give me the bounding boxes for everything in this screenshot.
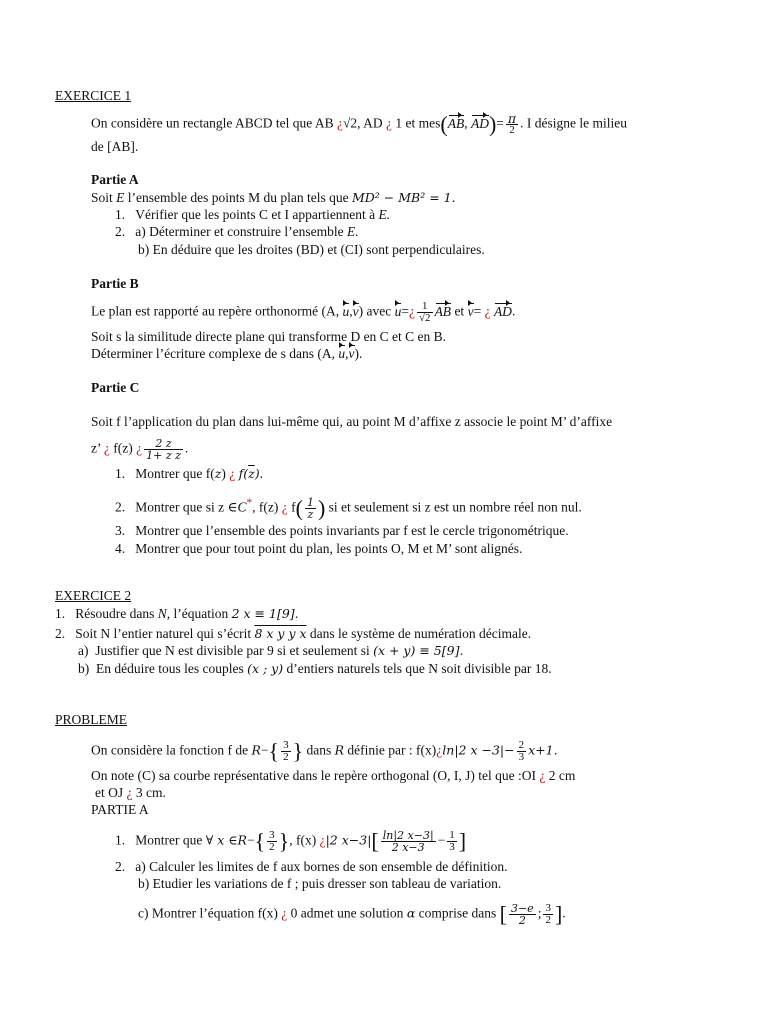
vector-u: u <box>394 303 402 319</box>
partie-a-label: PARTIE A <box>91 802 149 817</box>
numerator: 3 <box>283 739 289 751</box>
equation: (x + y) ≡ 5[9]. <box>373 643 464 658</box>
partie-a-intro <box>91 190 456 206</box>
abs-expression: |2 x−3| <box>325 832 372 848</box>
bracket: [ <box>499 901 507 927</box>
text: Déterminer l’écriture complexe de s dans (A, <box>91 346 336 361</box>
inverted-question-mark: ¿ <box>336 115 343 131</box>
vector-ab: AB <box>447 115 465 131</box>
set-e: E. <box>347 224 359 239</box>
text: si et seulement si z est un nombre réel non nul. <box>328 499 582 515</box>
text: Montrer que l’ensemble des points invariants par f est le cercle trigonométrique. <box>135 523 569 538</box>
vector-v: v <box>348 346 355 361</box>
denominator: 2 <box>518 914 526 927</box>
text: Justifier que N est divisible par 9 si et seulement si <box>95 643 370 658</box>
numerator: 2 <box>518 739 525 751</box>
vector-v: v <box>467 303 474 319</box>
numerator: 1 <box>306 495 314 509</box>
text: Montrer que <box>135 832 203 848</box>
text: dans le système de numération décimale. <box>309 626 532 641</box>
numerator: 3−e <box>510 902 534 915</box>
text: . I désigne le milieu <box>520 115 627 131</box>
equation: MD² − MB² = 1. <box>351 190 456 205</box>
text: comprise dans <box>418 905 497 921</box>
expression: x+1. <box>528 742 558 758</box>
text: Le plan est rapporté au repère orthonormé (A, <box>91 303 340 319</box>
numerator: 1 <box>417 301 433 313</box>
text: c) Montrer l’équation f(x) <box>138 905 278 921</box>
minus: − <box>260 742 269 758</box>
text: 0 admet une solution <box>290 905 404 921</box>
num: 2. <box>55 626 66 641</box>
prob-item-2c <box>138 903 566 926</box>
text: Vérifier que les points C et I appartiennent à <box>135 207 376 222</box>
fraction-1-sqrt2 <box>417 301 433 324</box>
numerator: 2 z <box>144 438 183 450</box>
inverted-question-mark: ¿ <box>126 785 133 800</box>
partie-b-line-3 <box>91 346 362 362</box>
prob-line-2 <box>91 768 575 784</box>
num: 4. <box>115 541 126 556</box>
exercise-2-title: EXERCICE 2 <box>55 588 132 603</box>
natural-set: N <box>157 606 167 621</box>
inverted-question-mark: ¿ <box>281 905 288 921</box>
complex-set: C <box>237 499 247 515</box>
brace: } <box>278 828 290 854</box>
numerator: 3 <box>269 829 275 841</box>
ex2-item-1 <box>55 606 299 622</box>
vector-ab: AB <box>434 303 452 319</box>
vector-v: v <box>352 303 359 319</box>
couple: (x ; y) <box>247 661 284 676</box>
text: Montrer que pour tout point du plan, les points O, M et M’ sont alignés. <box>135 541 523 556</box>
minus: − <box>246 832 255 848</box>
text: En déduire tous les couples <box>96 661 244 676</box>
num: 2. <box>115 499 126 515</box>
partie-a-item-2a <box>115 224 359 240</box>
fraction-ln <box>381 830 436 853</box>
real-set: R <box>237 832 247 848</box>
denominator: 2 <box>283 751 289 763</box>
num: 2. <box>115 224 126 239</box>
text: , f(x) <box>289 832 317 848</box>
prob-item-1 <box>115 830 466 853</box>
partie-c-definition <box>91 438 188 461</box>
probleme-title: PROBLEME <box>55 712 128 727</box>
vector-u: u <box>338 346 346 361</box>
number-overline: 8 x y y x <box>254 626 307 641</box>
text: z’ <box>91 440 101 456</box>
prob-item-2b: b) Etudier les variations de f ; puis dresser son tableau de variation. <box>138 876 502 891</box>
partie-c-item-1: 1. Montrer que f(z) ¿ $f(\overline{z})$. <box>115 466 263 481</box>
fraction-3-e-2 <box>509 903 536 926</box>
partie-a-item-2b: b) En déduire que les droites (BD) et (CI) sont perpendiculaires. <box>138 242 485 257</box>
num: 2. <box>115 859 126 874</box>
real-set: R <box>334 742 345 758</box>
text: et OJ <box>95 785 124 800</box>
num: 3. <box>115 523 126 538</box>
text: , AD <box>357 115 383 131</box>
prob-line-3 <box>95 785 166 801</box>
text: d’entiers naturels tels que N soit divisible par 18. <box>286 661 552 676</box>
inverted-question-mark: ¿ <box>409 303 416 319</box>
text: Résoudre dans <box>75 606 155 621</box>
num: 1. <box>115 207 126 222</box>
equals: = <box>401 303 410 319</box>
label: b) <box>78 661 90 676</box>
inverted-question-mark: ¿ <box>229 466 236 481</box>
prob-line-1 <box>91 740 558 763</box>
paren: ) <box>317 495 326 521</box>
alpha: α <box>406 905 416 921</box>
z: z <box>214 466 222 481</box>
set-e: E. <box>378 207 391 222</box>
real-set: R <box>251 742 261 758</box>
text: 1 et mes <box>395 115 441 131</box>
text: On considère la fonction f de <box>91 742 249 758</box>
denominator: 2 <box>509 124 515 136</box>
partie-b-heading: Partie B <box>91 276 139 291</box>
fraction-1-z <box>305 497 316 520</box>
text: 3 cm. <box>135 785 166 800</box>
text: et <box>454 303 465 319</box>
inverted-question-mark: ¿ <box>281 499 288 515</box>
text: ) <box>221 466 226 481</box>
brace: { <box>254 828 266 854</box>
forall: ∀ x ∈ <box>205 832 238 848</box>
sqrt2: √2 <box>342 115 358 131</box>
text: , f(z) <box>252 499 279 515</box>
text: définie par : f(x) <box>347 742 437 758</box>
vector-ad: AD <box>493 303 512 319</box>
fraction-2z <box>144 438 183 461</box>
text: Soit N l’entier naturel qui s’écrit <box>75 626 252 641</box>
partie-b-line-2: Soit s la similitude directe plane qui transforme D en C et C en B. <box>91 329 447 344</box>
exercise-1-title: EXERCICE 1 <box>55 88 132 103</box>
text: a) Calculer les limites de f aux bornes de son ensemble de définition. <box>135 859 508 874</box>
semicolon: ; <box>537 905 542 921</box>
partie-a-item-1 <box>115 207 390 223</box>
denominator: √2 <box>419 312 431 324</box>
denominator: 3 <box>449 841 455 853</box>
num: 1. <box>55 606 66 621</box>
text: On considère un rectangle ABCD tel que AB <box>91 115 334 131</box>
inverted-question-mark: ¿ <box>539 768 546 783</box>
bracket: [ <box>371 828 379 854</box>
text: , l’équation <box>166 606 229 621</box>
denominator: z <box>307 507 314 521</box>
fraction-3-2 <box>281 740 291 763</box>
inverted-question-mark: ¿ <box>319 832 326 848</box>
zbar: $\overline{z}$ <box>248 466 255 481</box>
text: 2 cm <box>548 768 576 783</box>
paren: ( <box>295 495 303 521</box>
inverted-question-mark: ¿ <box>386 115 393 131</box>
denominator: 3 <box>518 751 525 763</box>
num: 1. <box>115 466 126 481</box>
text: Montrer que si z ∈ <box>135 499 238 515</box>
text: ). <box>354 346 363 361</box>
partie-c-item-4 <box>115 541 522 557</box>
equation: 2 x ≡ 1[9]. <box>231 606 299 621</box>
inverted-question-mark: ¿ <box>484 303 491 319</box>
ex1-intro-line-2: de [AB]. <box>91 139 139 154</box>
denominator: 2 x−3 <box>391 841 425 854</box>
text: On note (C) sa courbe représentative dans le repère orthogonal (O, I, J) tel que :OI <box>91 768 536 783</box>
expression: ln|2 x −3|− <box>442 742 515 758</box>
numerator: ln|2 x−3| <box>382 829 434 842</box>
comma: , <box>345 346 349 361</box>
ex2-item-2b <box>78 661 552 677</box>
f: f <box>238 466 244 481</box>
f-of-zbar: $f(\overline{z})$ <box>238 466 260 481</box>
numerator: π <box>507 111 517 126</box>
partie-a-heading: Partie A <box>91 172 139 187</box>
brace: } <box>292 738 304 764</box>
denominator: 1+ z z <box>146 449 181 462</box>
text: dans <box>306 742 332 758</box>
star: * <box>246 497 253 509</box>
minus: − <box>437 832 446 848</box>
partie-b-line-1: Le plan est rapporté au repère orthonormé (A, u,v) avec u=¿ $\frac{1}{√2}$ AB et v= ¿ AD. <box>91 300 516 324</box>
brace: { <box>268 738 280 764</box>
denominator: 2 <box>269 841 275 853</box>
label: a) <box>78 643 89 658</box>
ex2-item-2 <box>55 626 531 642</box>
vector-u: u <box>342 303 350 319</box>
fraction-pi-2 <box>506 113 518 136</box>
text: l’ensemble des points M du plan tels que <box>127 190 349 205</box>
inverted-question-mark: ¿ <box>103 440 110 456</box>
numerator: 3 <box>545 902 551 914</box>
numerator: 1 <box>449 829 455 841</box>
text: f(z) <box>113 440 133 456</box>
text: Soit <box>91 190 113 205</box>
comma: , <box>349 303 353 319</box>
bracket: ] <box>458 828 467 854</box>
ex2-item-2a <box>78 643 463 659</box>
f: f <box>291 499 296 515</box>
ex1-intro-line: On considère un rectangle ABCD tel que AB ¿√2, AD ¿ 1 et mes(AB, AD)= $\frac{\pi}{2}$ . I désigne le milieu <box>91 111 627 137</box>
text: Montrer que f( <box>135 466 215 481</box>
partie-c-item-2 <box>115 495 582 520</box>
text: ) avec <box>358 303 392 319</box>
fraction-2-3 <box>517 740 527 763</box>
dot: . <box>184 440 189 456</box>
bracket: ] <box>554 901 563 927</box>
prob-item-2a <box>115 859 508 875</box>
num: 1. <box>115 832 126 848</box>
equals: = <box>473 303 485 319</box>
bracket-left: ( <box>440 111 448 137</box>
vector-ad: AD <box>470 115 489 131</box>
partie-c-heading: Partie C <box>91 380 140 395</box>
inverted-question-mark: ¿ <box>436 742 443 758</box>
text: a) Déterminer et construire l’ensemble <box>135 224 344 239</box>
inverted-question-mark: ¿ <box>136 440 143 456</box>
fraction-3-2 <box>267 830 277 853</box>
bracket-right: ) <box>488 111 497 137</box>
dot: . <box>562 905 566 921</box>
set-e: E <box>116 190 125 205</box>
denominator: 2 <box>545 914 551 926</box>
partie-c-intro: Soit f l’application du plan dans lui-même qui, au point M d’affixe z associe le point M’ d’affixe <box>91 414 613 429</box>
fraction-3-2 <box>543 903 553 926</box>
fraction-1-3 <box>447 830 457 853</box>
partie-c-item-3 <box>115 523 569 539</box>
